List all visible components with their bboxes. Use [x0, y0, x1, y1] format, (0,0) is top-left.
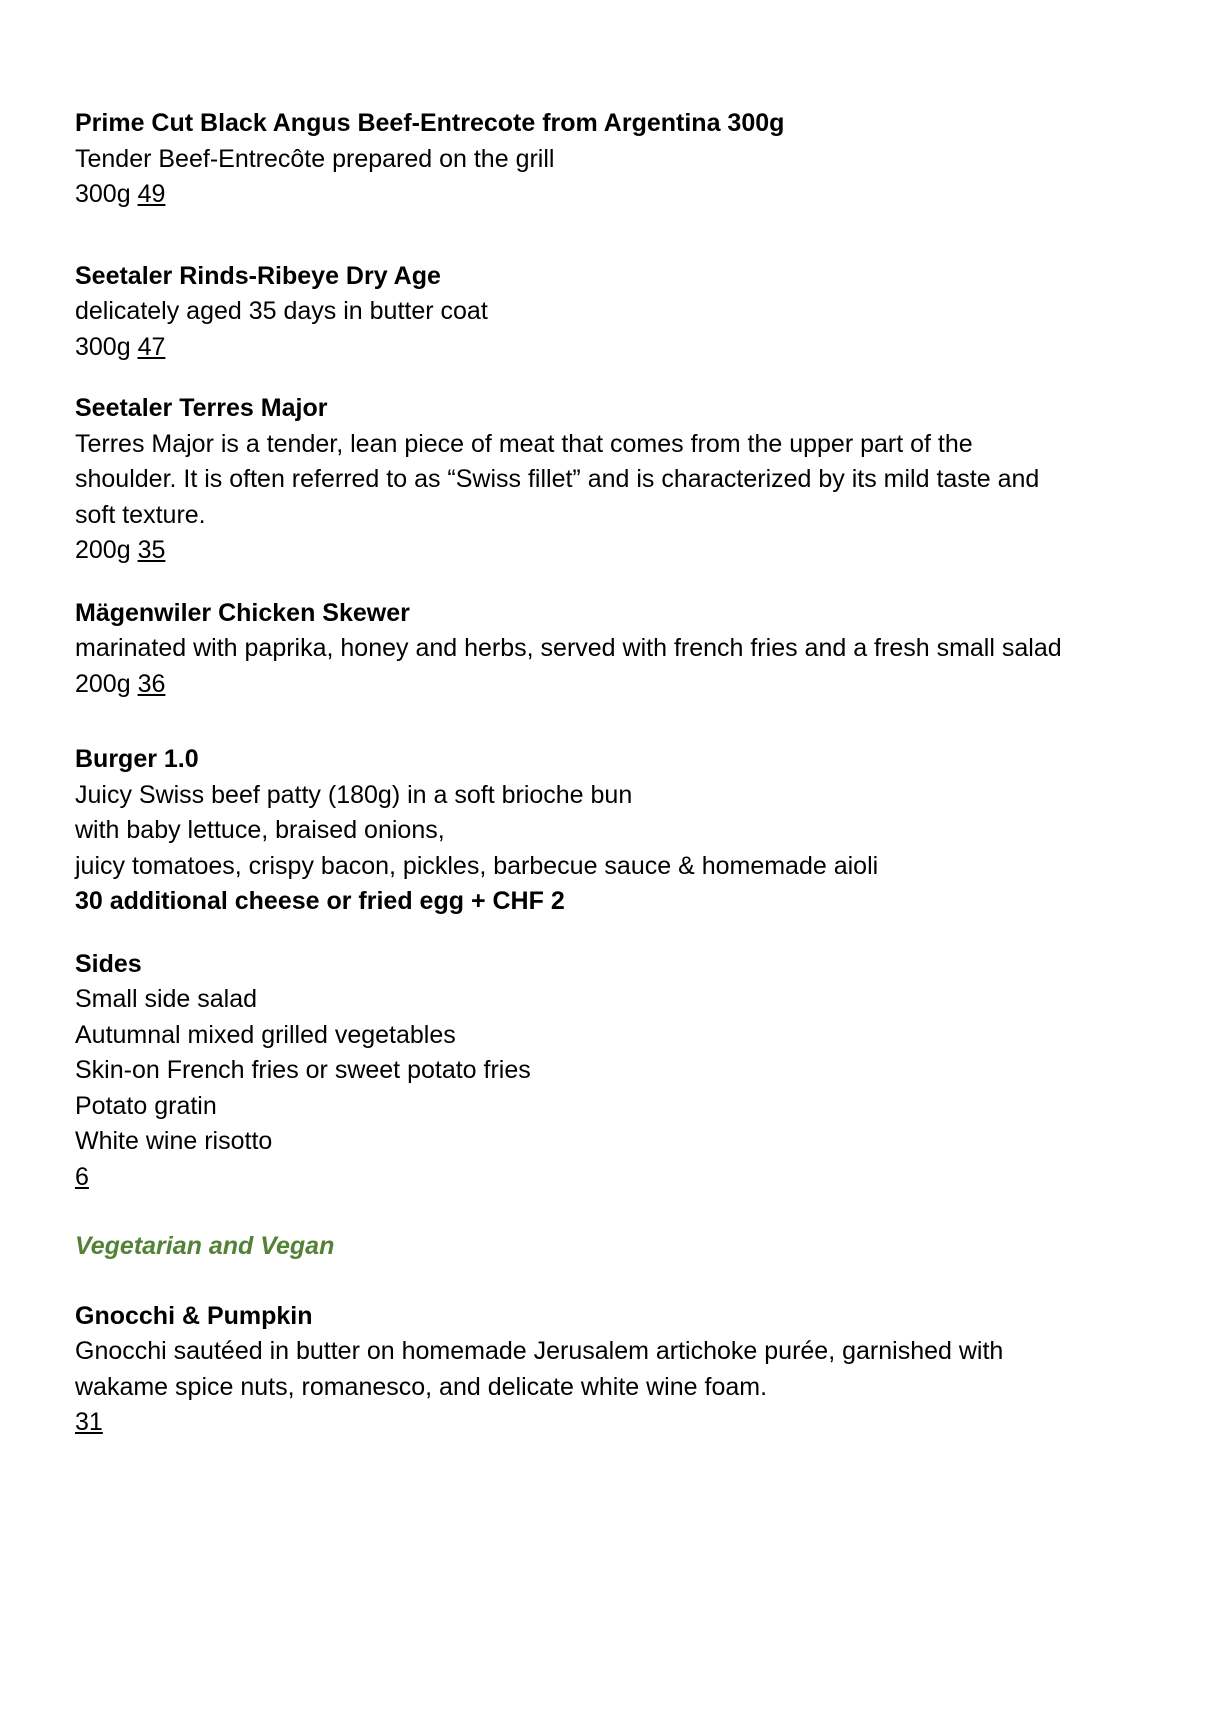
- item-title: Burger 1.0: [75, 745, 199, 773]
- menu-page: [75, 106, 1175, 1441]
- sides-price-line: [75, 1160, 1175, 1196]
- item-price: 36: [137, 669, 166, 698]
- side-item: Skin-on French fries or sweet potato fries: [75, 1056, 531, 1084]
- item-price-line: [75, 330, 1175, 366]
- sides-title: Sides: [75, 949, 142, 978]
- item-title: Prime Cut Black Angus Beef-Entrecote from Argentina 300g: [75, 109, 785, 137]
- item-price-line: [75, 667, 1175, 703]
- section-title-vegetarian: Vegetarian and Vegan: [75, 1232, 335, 1260]
- item-description: delicately aged 35 days in butter coat: [75, 297, 488, 325]
- menu-item-gnocchi: [75, 1299, 1175, 1441]
- item-extra-price: 30 additional cheese or fried egg + CHF 2: [75, 887, 565, 915]
- item-price: 31: [75, 1408, 103, 1436]
- menu-item-ribeye: [75, 259, 1175, 366]
- item-description: with baby lettuce, braised onions,: [75, 816, 445, 844]
- menu-item-burger: [75, 742, 1175, 920]
- item-weight: 300g: [75, 180, 131, 208]
- menu-item-chicken-skewer: [75, 596, 1175, 703]
- vegetarian-section: [75, 1229, 1175, 1265]
- item-title: Seetaler Terres Major: [75, 394, 328, 422]
- item-description: wakame spice nuts, romanesco, and delicate white wine foam.: [75, 1372, 768, 1401]
- item-price-line: [75, 177, 1175, 213]
- menu-item-terres-major: [75, 391, 1175, 569]
- item-title: Mägenwiler Chicken Skewer: [75, 598, 410, 627]
- item-weight: 300g: [75, 332, 131, 361]
- side-item: Small side salad: [75, 985, 258, 1013]
- item-price: 47: [137, 332, 166, 361]
- item-description: marinated with paprika, honey and herbs, served with french fries and a fresh small salad: [75, 634, 1062, 662]
- item-description: Juicy Swiss beef patty (180g) in a soft brioche bun: [75, 780, 633, 809]
- item-title: Seetaler Rinds-Ribeye Dry Age: [75, 261, 441, 290]
- side-item: Autumnal mixed grilled vegetables: [75, 1020, 456, 1049]
- menu-item-entrecote: [75, 106, 1175, 213]
- item-description: juicy tomatoes, crispy bacon, pickles, barbecue sauce & homemade aioli: [75, 851, 879, 880]
- side-item: White wine risotto: [75, 1127, 273, 1155]
- item-description: Terres Major is a tender, lean piece of meat that comes from the upper part of the: [75, 429, 973, 458]
- item-title: Gnocchi & Pumpkin: [75, 1301, 313, 1330]
- menu-sides: [75, 947, 1175, 1196]
- sides-price: 6: [75, 1162, 89, 1191]
- item-price: 35: [137, 536, 166, 564]
- item-description: shoulder. It is often referred to as “Swiss fillet” and is characterized by its mild taste and: [75, 465, 1040, 493]
- item-description: Gnocchi sautéed in butter on homemade Jerusalem artichoke purée, garnished with: [75, 1337, 1004, 1365]
- item-price: 49: [137, 180, 166, 208]
- item-weight: 200g: [75, 536, 131, 564]
- item-description: Tender Beef-Entrecôte prepared on the grill: [75, 144, 555, 173]
- item-price-line: [75, 1405, 1175, 1441]
- side-item: Potato gratin: [75, 1091, 217, 1120]
- item-price-line: [75, 533, 1175, 569]
- item-description: soft texture.: [75, 500, 206, 529]
- item-weight: 200g: [75, 669, 131, 698]
